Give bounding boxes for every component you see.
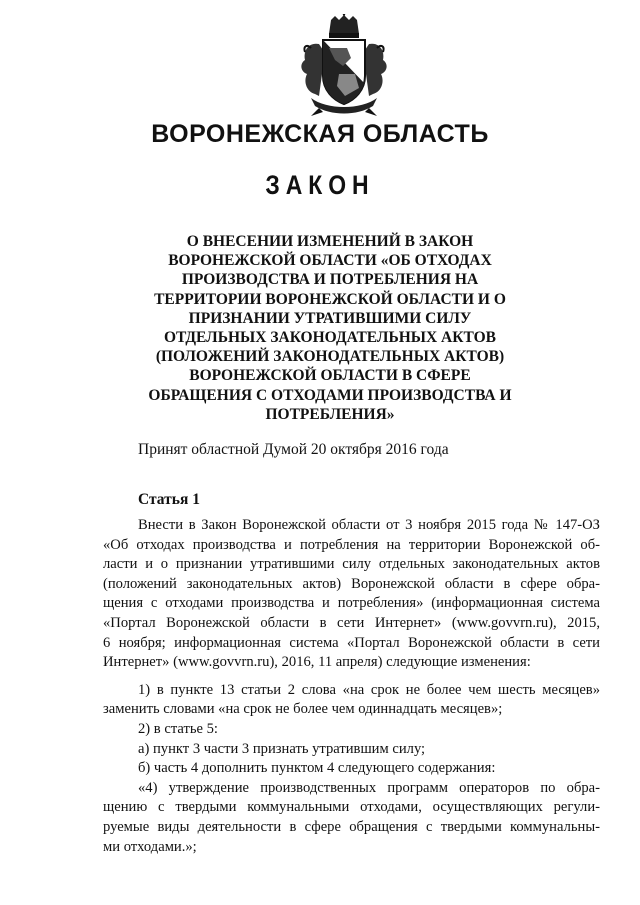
- law-title-line: О ВНЕСЕНИИ ИЗМЕНЕНИЙ В ЗАКОН: [186, 233, 474, 250]
- list-item: б) часть 4 дополнить пунктом 4 следующего содержания:: [138, 760, 496, 777]
- law-title-line: ВОРОНЕЖСКОЙ ОБЛАСТИ «ОБ ОТХОДАХ: [168, 252, 492, 270]
- law-title: [100, 232, 560, 424]
- quote-line: щению с твердыми коммунальными отходами, осуществляющих регули-: [103, 799, 600, 816]
- list-item: заменить словами «на срок не более чем одиннадцать месяцев»;: [103, 701, 503, 718]
- law-title-line: ПОТРЕБЛЕНИЯ»: [265, 405, 395, 423]
- law-title-line: ТЕРРИТОРИИ ВОРОНЕЖСКОЙ ОБЛАСТИ И О: [154, 290, 506, 308]
- paragraph-line: Внести в Закон Воронежской области от 3 ноября 2015 года № 147-ОЗ: [138, 517, 600, 533]
- paragraph-line: щения с отходами производства и потребления» (информационная система: [103, 595, 600, 612]
- paragraph-line: «Портал Воронежской области в сети Интернет» (www.govvrn.ru), 2015,: [103, 614, 600, 631]
- quote-line: ми отходами.»;: [103, 838, 197, 855]
- voronezh-coat-of-arms-icon: [289, 14, 399, 118]
- paragraph-line: 6 ноября; информационная система «Портал Воронежской области в сети: [103, 634, 600, 651]
- law-title-line: ПРОИЗВОДСТВА И ПОТРЕБЛЕНИЯ НА: [181, 271, 479, 289]
- adoption-date: Принят областной Думой 20 октября 2016 года: [138, 441, 449, 458]
- quote-line: руемые виды деятельности в сфере обращения с твердыми коммунальны-: [103, 818, 600, 835]
- list-item: 1) в пункте 13 статьи 2 слова «на срок не более чем шесть месяцев»: [138, 681, 600, 698]
- article-heading: Статья 1: [138, 491, 200, 508]
- law-title-line: ОБРАЩЕНИЯ С ОТХОДАМИ ПРОИЗВОДСТВА И: [148, 386, 512, 404]
- paragraph-line: Интернет» (www.govvrn.ru), 2016, 11 апреля) следующие изменения:: [103, 654, 531, 671]
- list-item: 2) в статье 5:: [138, 720, 218, 737]
- quote-line: «4) утверждение производственных программ операторов по обра-: [138, 779, 600, 796]
- region-name: ВОРОНЕЖСКАЯ ОБЛАСТЬ: [151, 120, 489, 148]
- law-title-line: ПРИЗНАНИИ УТРАТИВШИМИ СИЛУ: [188, 309, 472, 327]
- list-item: а) пункт 3 части 3 признать утратившим силу;: [138, 740, 426, 757]
- law-title-line: ВОРОНЕЖСКОЙ ОБЛАСТИ В СФЕРЕ: [189, 367, 471, 385]
- paragraph-line: (положений законодательных актов) Воронежской области в сфере обра-: [103, 575, 600, 592]
- law-title-line: ОТДЕЛЬНЫХ ЗАКОНОДАТЕЛЬНЫХ АКТОВ: [163, 329, 497, 347]
- document-type: ЗАКОН: [265, 170, 375, 200]
- law-title-line: (ПОЛОЖЕНИЙ ЗАКОНОДАТЕЛЬНЫХ АКТОВ): [155, 348, 505, 366]
- article-body: [103, 516, 600, 857]
- paragraph-line: «Об отходах производства и потребления на территории Воронежской об-: [103, 536, 600, 553]
- paragraph-line: ласти и о признании утратившими силу отдельных законодательных актов: [103, 556, 600, 573]
